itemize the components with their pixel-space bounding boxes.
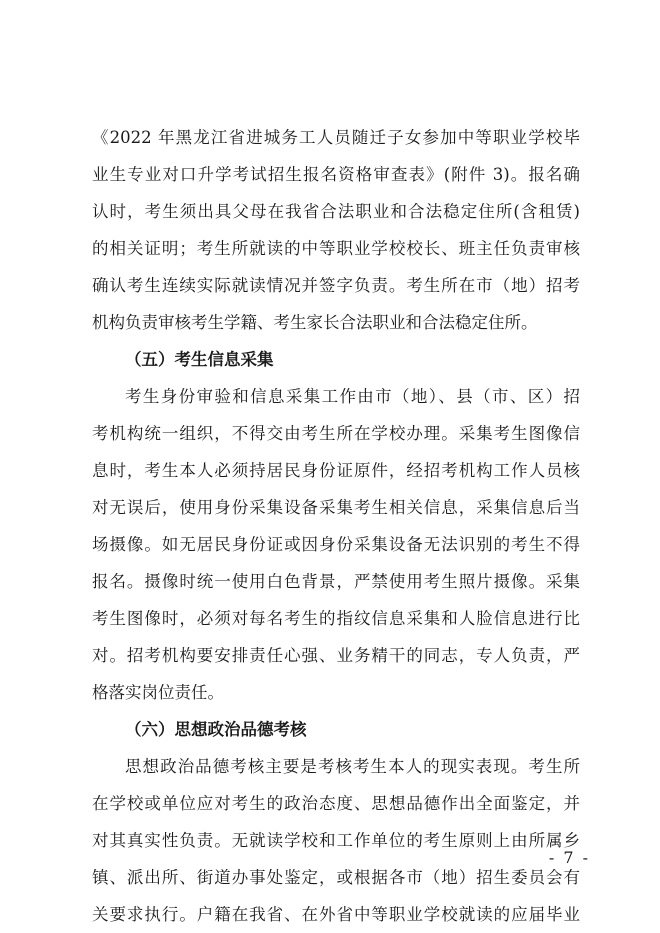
text-line: 《2022 年黑龙江省进城务工人员随迁子女参加中等职业学校毕 <box>92 128 580 147</box>
text-line: 格落实岗位责任。 <box>92 683 224 702</box>
text-line: 场摄像。如无居民身份证或因身份采集设备无法识别的考生不得 <box>92 535 580 554</box>
text-line: 关要求执行。户籍在我省、在外省中等职业学校就读的应届毕业 <box>92 905 580 924</box>
paragraph-section-5 <box>92 378 580 711</box>
text-line: 报名。摄像时统一使用白色背景，严禁使用考生照片摄像。采集 <box>92 572 580 591</box>
text-line: 的相关证明；考生所就读的中等职业学校校长、班主任负责审核 <box>92 239 580 258</box>
text-line: 对无误后，使用身份采集设备采集考生相关信息，采集信息后当 <box>92 498 580 517</box>
paragraph-1 <box>92 119 580 341</box>
text-line: 机构负责审核考生学籍、考生家长合法职业和合法稳定住所。 <box>92 313 538 332</box>
text-line: 在学校或单位应对考生的政治态度、思想品德作出全面鉴定，并 <box>92 794 580 813</box>
text-line: 认时，考生须出具父母在我省合法职业和合法稳定住所(含租赁) <box>92 202 580 221</box>
text-line: 考机构统一组织，不得交由考生所在学校办理。采集考生图像信 <box>92 424 580 443</box>
page-number: - 7 - <box>548 848 590 867</box>
text-line: 考生身份审验和信息采集工作由市（地）、县（市、区）招 <box>125 387 580 406</box>
section-heading-6: （六）思想政治品德考核 <box>125 720 307 739</box>
paragraph-section-6 <box>92 748 580 933</box>
document-body <box>92 119 580 933</box>
text-line: 业生专业对口升学考试招生报名资格审查表》(附件 3)。报名确 <box>92 165 580 184</box>
text-line: 对其真实性负责。无就读学校和工作单位的考生原则上由所属乡 <box>92 831 580 850</box>
text-line: 考生图像时，必须对每名考生的指纹信息采集和人脸信息进行比 <box>92 609 580 628</box>
text-line: 息时，考生本人必须持居民身份证原件，经招考机构工作人员核 <box>92 461 580 480</box>
text-line: 镇、派出所、街道办事处鉴定，或根据各市（地）招生委员会有 <box>92 868 580 887</box>
text-line: 思想政治品德考核主要是考核考生本人的现实表现。考生所 <box>125 757 580 776</box>
text-line: 确认考生连续实际就读情况并签字负责。考生所在市（地）招考 <box>92 276 580 295</box>
section-heading-5: （五）考生信息采集 <box>125 350 274 369</box>
text-line: 对。招考机构要安排责任心强、业务精干的同志，专人负责，严 <box>92 646 580 665</box>
